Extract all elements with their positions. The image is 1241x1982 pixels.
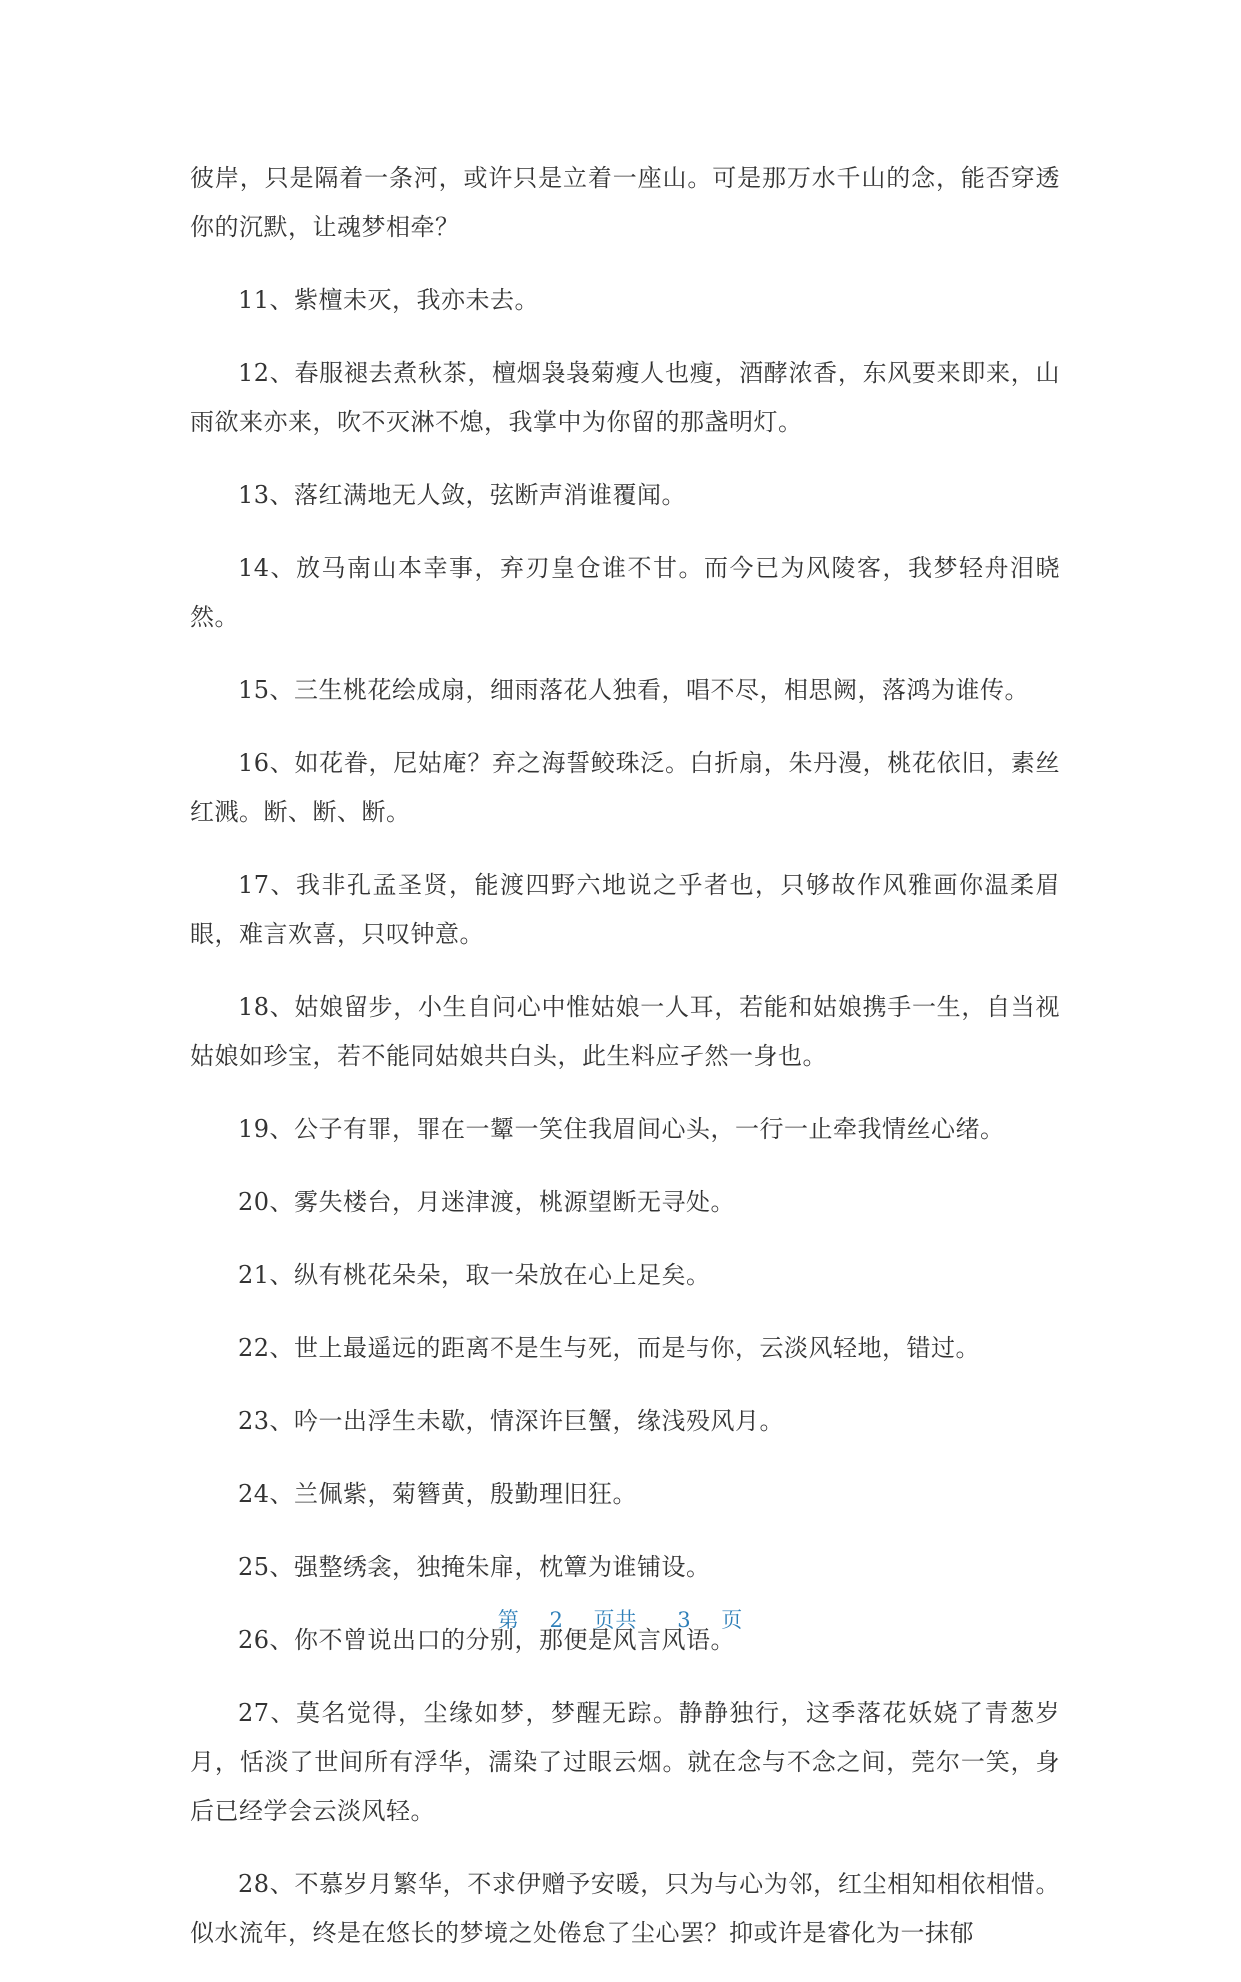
paragraph: 20、雾失楼台，月迷津渡，桃源望断无寻处。 [238, 1188, 736, 1216]
paragraph: 26、你不曾说出口的分别，那便是风言风语。 [238, 1626, 736, 1654]
footer-current-page: 2 [549, 1608, 564, 1632]
paragraph: 13、落红满地无人敛，弦断声消谁覆闻。 [238, 481, 687, 509]
paragraph: 16、如花眷，尼姑庵？弃之海誓鲛珠泛。白折扇，朱丹漫，桃花依旧，素丝红溅。断、断、断。 [190, 749, 1060, 826]
paragraph: 23、吟一出浮生未歇，情深许巨蟹，缘浅殁风月。 [238, 1407, 785, 1435]
footer-prefix: 第 [497, 1608, 520, 1632]
paragraph: 17、我非孔孟圣贤，能渡四野六地说之乎者也，只够故作风雅画你温柔眉眼，难言欢喜，只叹钟意。 [190, 871, 1060, 948]
paragraph: 彼岸，只是隔着一条河，或许只是立着一座山。可是那万水千山的念，能否穿透你的沉默，让魂梦相牵？ [190, 164, 1060, 241]
document-body [190, 154, 1060, 1982]
paragraph: 15、三生桃花绘成扇，细雨落花人独看，唱不尽，相思阙，落鸿为谁传。 [238, 676, 1030, 704]
paragraph: 25、强整绣衾，独掩朱扉，枕簟为谁铺设。 [238, 1553, 711, 1581]
footer-total-pages: 3 [677, 1608, 692, 1632]
page-footer [0, 1604, 1241, 1634]
paragraph: 18、姑娘留步，小生自问心中惟姑娘一人耳，若能和姑娘携手一生，自当视姑娘如珍宝，若不能同姑娘共白头，此生料应孑然一身也。 [190, 993, 1060, 1070]
paragraph: 24、兰佩紫，菊簪黄，殷勤理旧狂。 [238, 1480, 638, 1508]
footer-suffix: 页 [721, 1608, 744, 1632]
footer-middle: 页共 [593, 1608, 638, 1632]
paragraph: 11、紫檀未灭，我亦未去。 [238, 286, 540, 314]
paragraph: 27、莫名觉得，尘缘如梦，梦醒无踪。静静独行，这季落花妖娆了青葱岁月，恬淡了世间所有浮华，濡染了过眼云烟。就在念与不念之间，莞尔一笑，身后已经学会云淡风轻。 [190, 1699, 1060, 1825]
paragraph: 22、世上最遥远的距离不是生与死，而是与你，云淡风轻地，错过。 [238, 1334, 981, 1362]
paragraph: 12、春服褪去煮秋茶，檀烟袅袅菊瘦人也瘦，酒酵浓香，东风要来即来，山雨欲来亦来，吹不灭淋不熄，我掌中为你留的那盏明灯。 [190, 359, 1060, 436]
paragraph: 14、放马南山本幸事，弃刃皇仓谁不甘。而今已为风陵客，我梦轻舟泪晓然。 [190, 554, 1060, 631]
paragraph: 19、公子有罪，罪在一颦一笑住我眉间心头，一行一止牵我情丝心绪。 [238, 1115, 1005, 1143]
paragraph: 21、纵有桃花朵朵，取一朵放在心上足矣。 [238, 1261, 711, 1289]
paragraph: 28、不慕岁月繁华，不求伊赠予安暖，只为与心为邻，红尘相知相依相惜。似水流年，终是在悠长的梦境之处倦怠了尘心罢？抑或许是睿化为一抹郁 [190, 1870, 1060, 1947]
